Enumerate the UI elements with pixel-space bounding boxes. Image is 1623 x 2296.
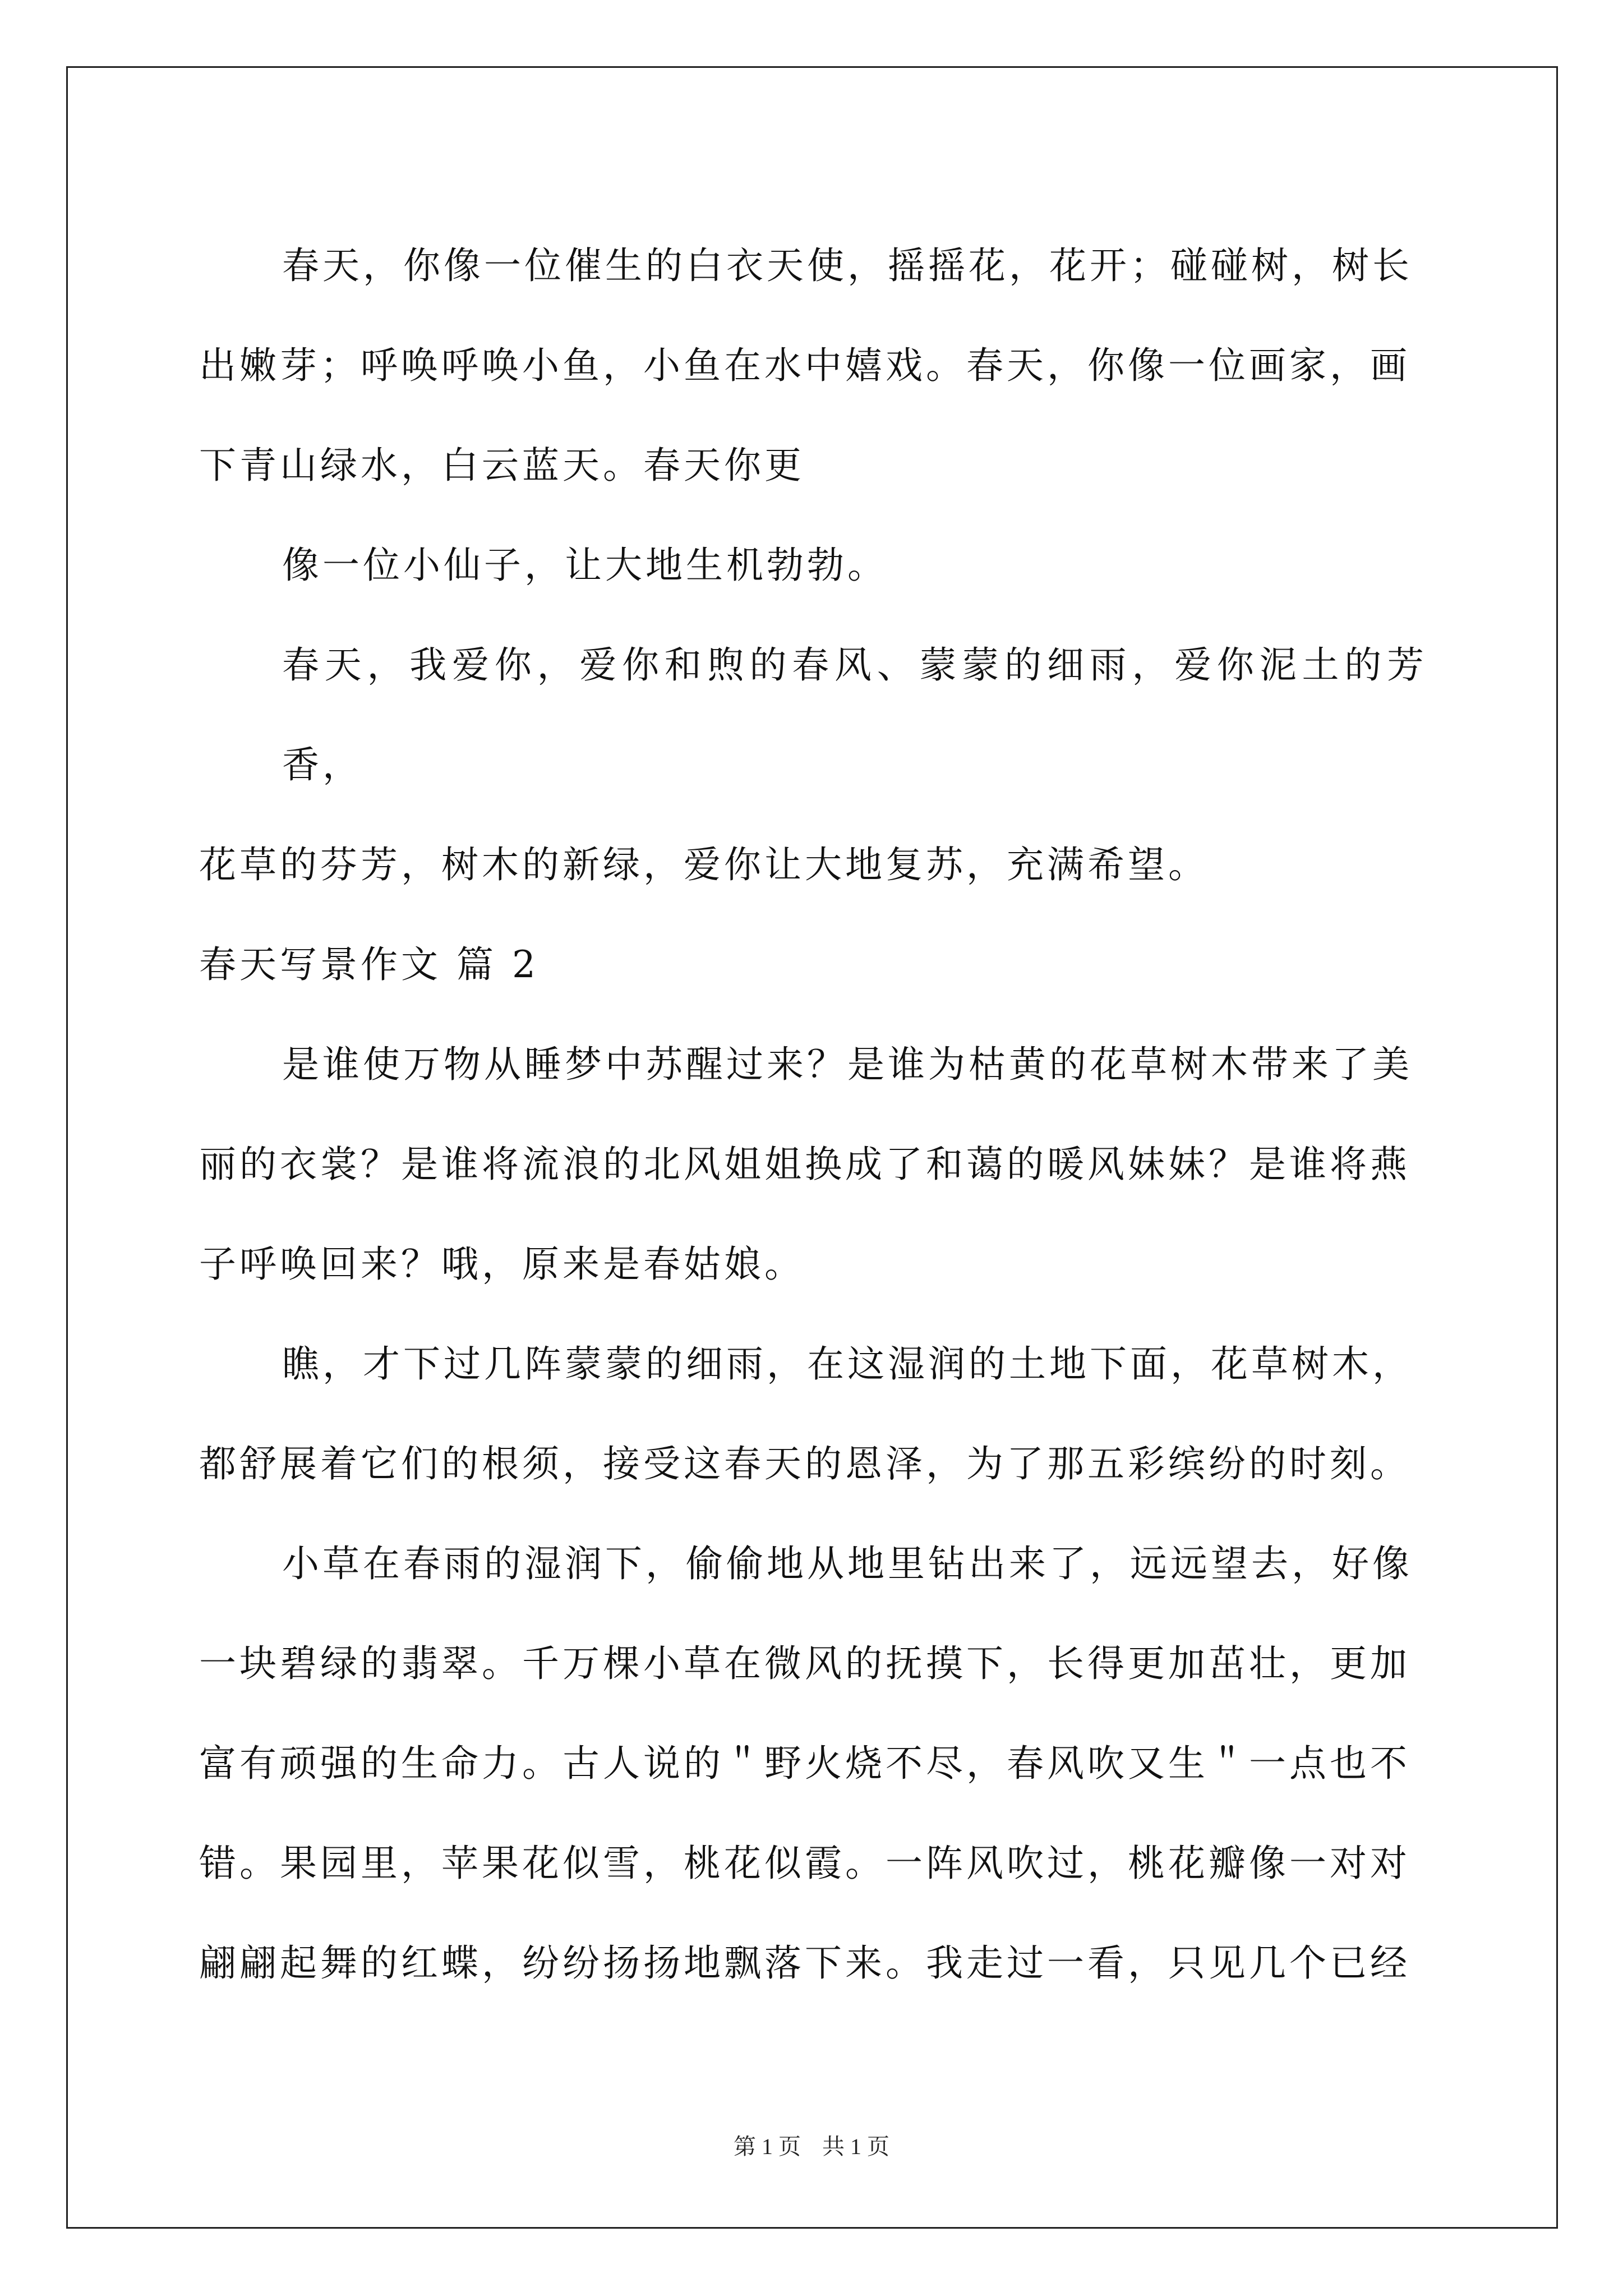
text-line: 像一位小仙子，让大地生机勃勃。 xyxy=(282,544,888,587)
text-line: 下青山绿水，白云蓝天。春天你更 xyxy=(199,444,805,487)
paragraph xyxy=(199,1514,1427,2013)
paragraph xyxy=(199,615,1427,915)
paragraph xyxy=(199,1015,1427,1314)
page-footer xyxy=(0,2129,1623,2161)
text-line: 出嫩芽；呼唤呼唤小鱼，小鱼在水中嬉戏。春天，你像一位画家，画 xyxy=(199,344,1410,387)
text-line: 瞧，才下过几阵蒙蒙的细雨，在这湿润的土地下面，花草树木， xyxy=(282,1342,1413,1386)
text-line: 错。果园里，苹果花似雪，桃花似霞。一阵风吹过，桃花瓣像一对对 xyxy=(199,1842,1410,1885)
text-line: 子呼唤回来？哦，原来是春姑娘。 xyxy=(199,1243,805,1286)
section-heading: 春天写景作文 篇 2 xyxy=(199,943,539,986)
text-line: 一块碧绿的翡翠。千万棵小草在微风的抚摸下，长得更加茁壮，更加 xyxy=(199,1642,1410,1685)
text-line: 小草在春雨的湿润下，偷偷地从地里钻出来了，远远望去，好像 xyxy=(282,1542,1413,1585)
text-line: 花草的芬芳，树木的新绿，爱你让大地复苏，充满希望。 xyxy=(199,843,1209,886)
text-line: 都舒展着它们的根须，接受这春天的恩泽，为了那五彩缤纷的时刻。 xyxy=(199,1442,1410,1485)
text-line: 春天，你像一位催生的白衣天使，摇摇花，花开；碰碰树，树长 xyxy=(282,244,1413,287)
paragraph xyxy=(199,1314,1427,1514)
text-line: 翩翩起舞的红蝶，纷纷扬扬地飘落下来。我走过一看，只见几个已经 xyxy=(199,1941,1410,1985)
page-total: 共 1 页 xyxy=(822,2134,889,2159)
text-line: 春天，我爱你，爱你和煦的春风、蒙蒙的细雨，爱你泥土的芳香， xyxy=(282,643,1427,786)
text-line: 丽的衣裳？是谁将流浪的北风姐姐换成了和蔼的暖风妹妹？是谁将燕 xyxy=(199,1143,1410,1186)
paragraph xyxy=(199,216,1427,516)
paragraph xyxy=(199,516,1427,615)
text-line: 是谁使万物从睡梦中苏醒过来？是谁为枯黄的花草树木带来了美 xyxy=(282,1043,1413,1086)
text-line: 富有顽强的生命力。古人说的＂野火烧不尽，春风吹又生＂一点也不 xyxy=(199,1742,1410,1785)
document-body xyxy=(199,216,1427,2013)
page-number: 第 1 页 xyxy=(734,2134,801,2159)
